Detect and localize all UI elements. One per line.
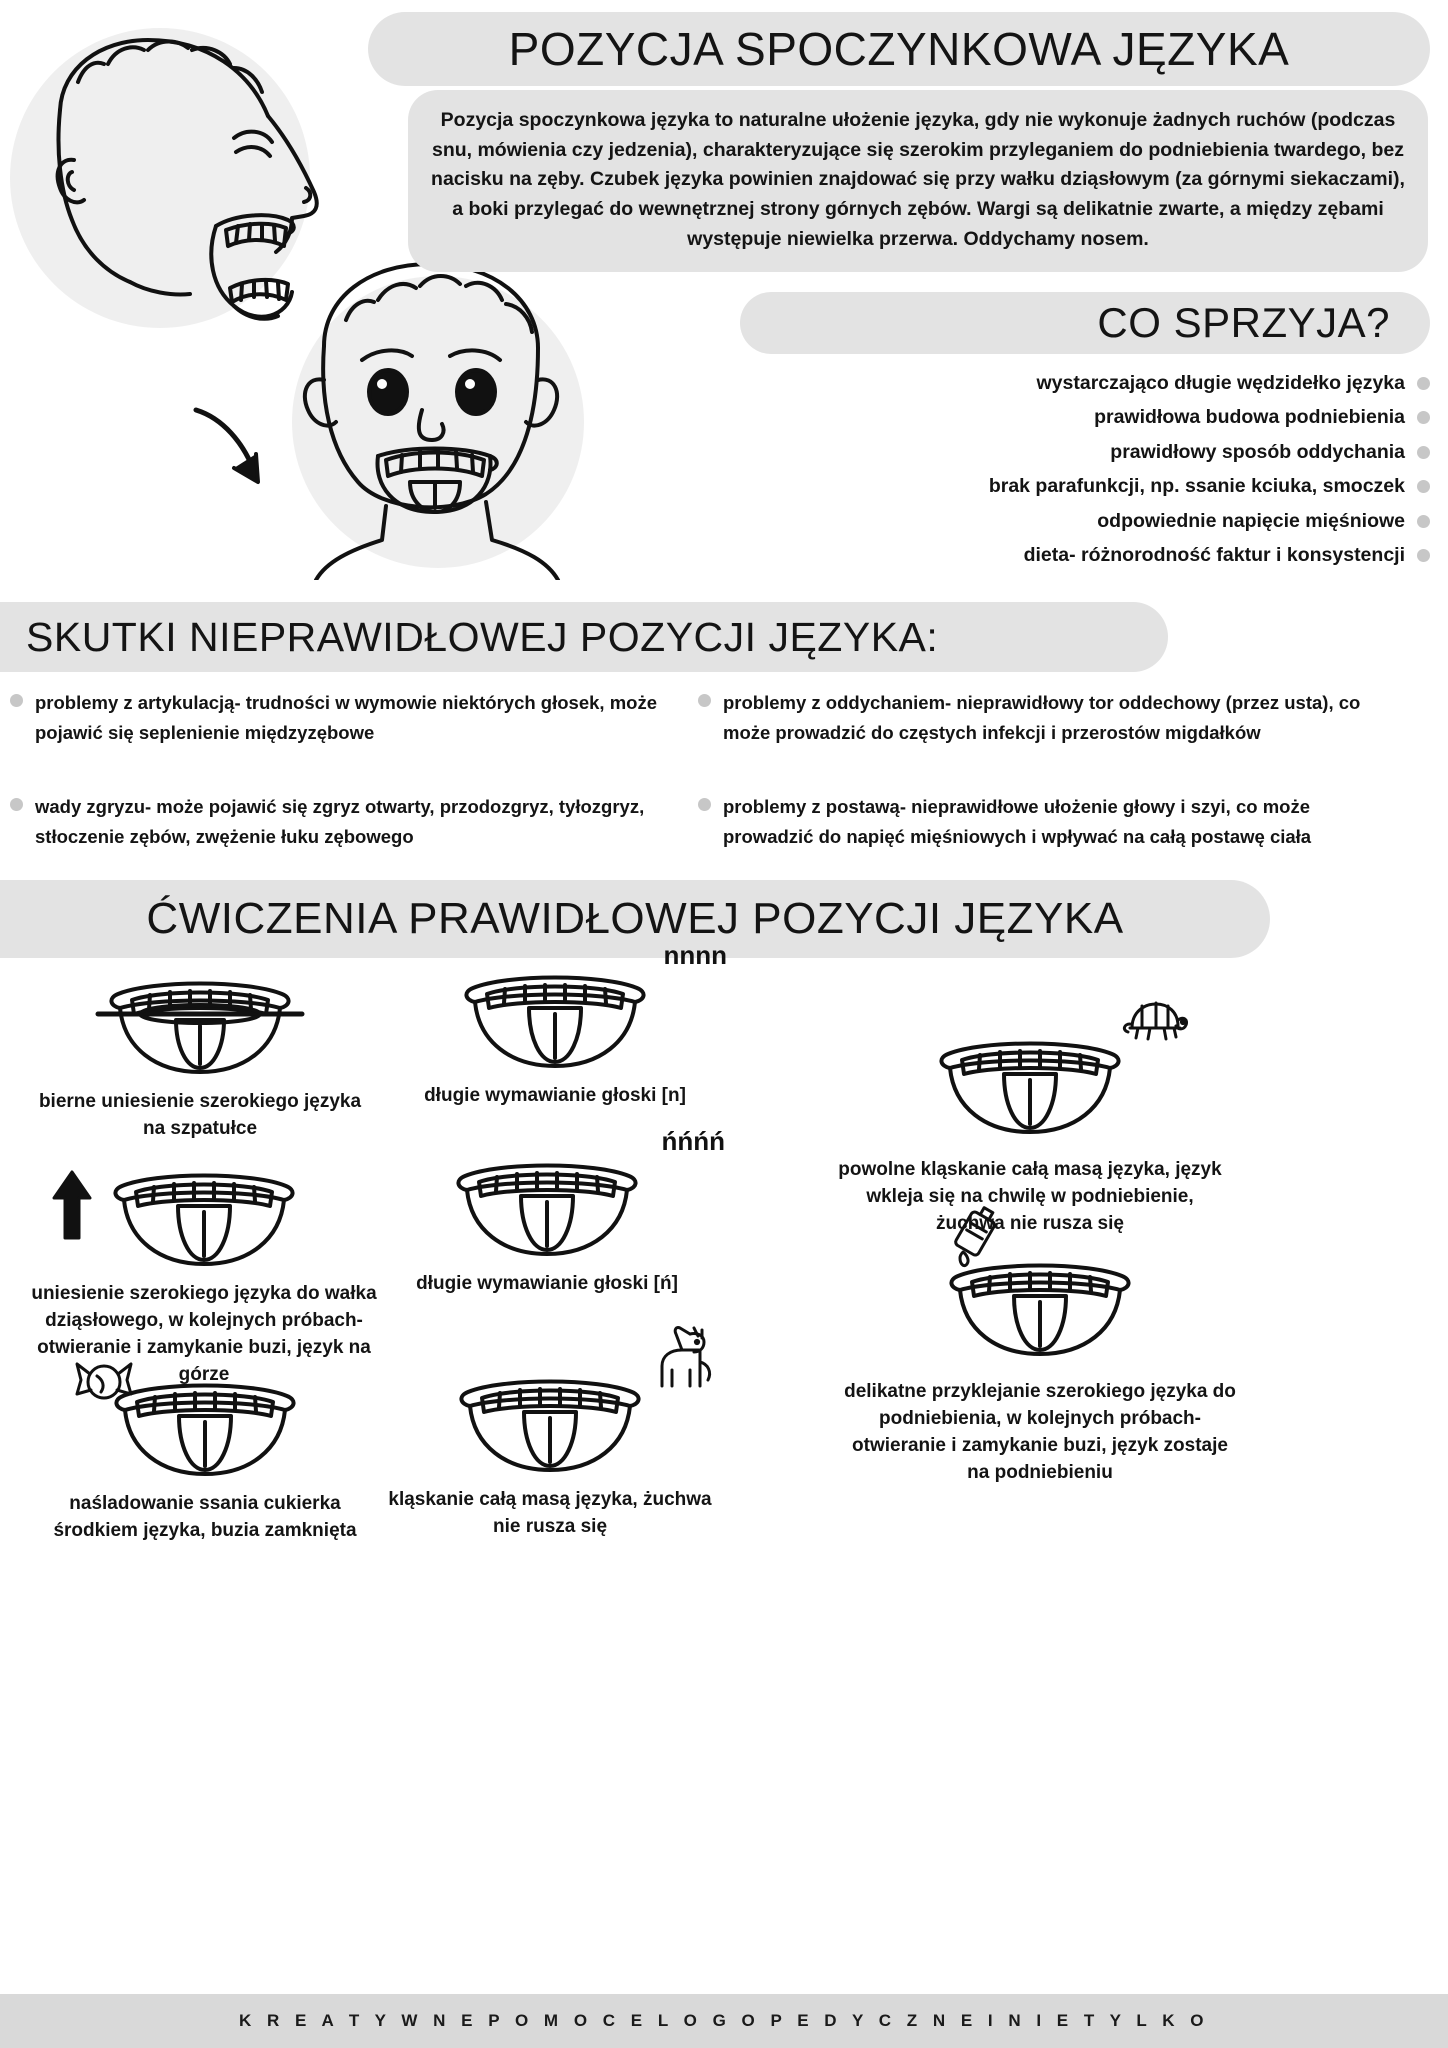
exercise-item-3	[830, 1028, 1230, 1238]
bullet-icon	[10, 694, 23, 707]
arrow-down-icon	[186, 400, 276, 500]
exercise-caption: długie wymawianie głoski [n]	[424, 1085, 686, 1106]
intro-paragraph: Pozycja spoczynkowa języka to naturalne ułożenie języka, gdy nie wykonuje żadnych ruchów (podczas snu, mówienia czy jedzenia), charakteryzujące się szerokim przyleganiem do podniebienia twardego, bez nacisku na zęby. Czubek języka powinien znajdować się przy wałku dziąsłowym (za górnymi siekaczami), a boki przylegać do wewnętrznej strony górnych zębów. Wargi są delikatnie zwarte, a między zębami występuje niewielka przerwa. Oddychamy nosem.	[431, 109, 1405, 250]
footer-bar	[0, 1994, 1448, 2048]
exercise-item-1	[30, 968, 370, 1143]
bullet-icon	[698, 694, 711, 707]
effect-label: problemy z artykulacją- trudności w wymowie niektórych głosek, może pojawić się seplenienie międzyzębowe	[35, 692, 657, 743]
exercise-caption: długie wymawianie głoski [ń]	[416, 1273, 678, 1294]
intro-paragraph-card	[408, 90, 1428, 272]
effects-title: SKUTKI NIEPRAWIDŁOWEJ POZYCJI JĘZYKA:	[26, 613, 939, 660]
effects-grid	[0, 688, 1448, 852]
mouth-with-spatula-illustration	[90, 968, 310, 1078]
mouth-with-up-arrow-illustration	[94, 1160, 314, 1270]
exercise-item-2	[390, 940, 727, 1110]
list-item	[640, 435, 1430, 470]
page-title: POZYCJA SPOCZYNKOWA JĘZYKA	[508, 23, 1290, 75]
glue-bottle-icon	[938, 1202, 1008, 1272]
turtle-icon	[1118, 994, 1188, 1046]
exercise-caption: kląskanie całą masą języka, żuchwa nie rusza się	[388, 1489, 712, 1537]
bullet-icon	[1417, 480, 1430, 493]
favoring-item-label: prawidłowy sposób oddychania	[1110, 440, 1405, 463]
exercise-caption: naśladowanie ssania cukierka środkiem języka, buzia zamknięta	[53, 1493, 357, 1541]
exercise-caption: uniesienie szerokiego języka do wałka dziąsłowego, w kolejnych próbach- otwieranie i zamykanie buzi, język na górze	[31, 1283, 377, 1385]
exercises-title-banner	[0, 880, 1270, 958]
exercises-area	[0, 940, 1448, 1988]
exercise-caption: powolne kląskanie całą masą języka, język wkleja się na chwilę w podniebienie, żuchwa nie rusza się	[838, 1159, 1222, 1234]
favoring-item-label: dieta- różnorodność faktur i konsystencji	[1023, 544, 1405, 566]
mouth-illustration	[437, 1126, 725, 1260]
bullet-icon	[1417, 377, 1430, 390]
favoring-list	[640, 366, 1430, 573]
list-item	[640, 401, 1430, 436]
list-item	[10, 792, 658, 852]
footer-text: K R E A T Y W N E P O M O C E L O G O P E D Y C Z N E I N I E T Y L K O	[239, 2011, 1209, 2030]
list-item	[640, 366, 1430, 401]
child-head-illustration	[290, 250, 600, 580]
mouth-illustration	[445, 940, 727, 1072]
exercise-item-5	[382, 1126, 725, 1298]
list-item	[698, 688, 1398, 748]
exercise-item-6	[840, 1250, 1240, 1487]
exercise-item-8	[380, 1366, 720, 1541]
mouth-with-glue-illustration	[930, 1250, 1150, 1360]
effect-label: wady zgryzu- może pojawić się zgryz otwarty, przodozgryz, tyłozgryz, stłoczenie zębów, zwężenie łuku zębowego	[35, 795, 645, 847]
bullet-icon	[1417, 446, 1430, 459]
bullet-icon	[698, 798, 711, 811]
arrow-up-icon	[50, 1168, 94, 1242]
favoring-title-banner	[740, 292, 1430, 354]
list-item	[640, 470, 1430, 505]
effect-label: problemy z postawą- nieprawidłowe ułożenie głowy i szyi, co może prowadzić do napięć mięśniowych i wpływać na całą postawę ciała	[723, 795, 1312, 847]
list-item	[10, 688, 658, 748]
bullet-icon	[1417, 549, 1430, 562]
mouth-with-candy-illustration	[95, 1370, 315, 1480]
exercise-caption: bierne uniesienie szerokiego języka na szpatułce	[38, 1091, 362, 1139]
list-item	[698, 792, 1398, 852]
favoring-item-label: odpowiednie napięcie mięśniowe	[1097, 509, 1405, 532]
bullet-icon	[1417, 411, 1430, 424]
exercise-tag: nnnn	[663, 940, 727, 970]
favoring-item-label: prawidłowa budowa podniebienia	[1094, 406, 1405, 428]
list-item	[640, 539, 1430, 574]
favoring-item-label: brak parafunkcji, np. ssanie kciuka, smoczek	[988, 475, 1405, 497]
exercises-title: ĆWICZENIA PRAWIDŁOWEJ POZYCJI JĘZYKA	[146, 894, 1124, 943]
favoring-item-label: wystarczająco długie wędzidełko języka	[1036, 371, 1405, 394]
list-item	[640, 504, 1430, 539]
effect-label: problemy z oddychaniem- nieprawidłowy tor oddechowy (przez usta), co może prowadzić do częstych infekcji i przerostów migdałków	[723, 692, 1361, 743]
favoring-title: CO SPRZYJA?	[1097, 299, 1390, 346]
horse-icon	[642, 1322, 722, 1392]
exercise-tag: ńńńń	[661, 1126, 725, 1156]
candy-icon	[71, 1352, 137, 1412]
exercise-caption: delikatne przyklejanie szerokiego języka do podniebienia, w kolejnych próbach- otwieranie i zamykanie buzi, język zostaje na podniebieniu	[844, 1381, 1236, 1483]
bullet-icon	[10, 798, 23, 811]
page-title-banner	[368, 12, 1430, 86]
mouth-with-horse-illustration	[440, 1366, 660, 1476]
effects-title-banner	[0, 602, 1168, 672]
exercise-item-7	[30, 1370, 380, 1545]
mouth-with-turtle-illustration	[920, 1028, 1140, 1138]
bullet-icon	[1417, 515, 1430, 528]
